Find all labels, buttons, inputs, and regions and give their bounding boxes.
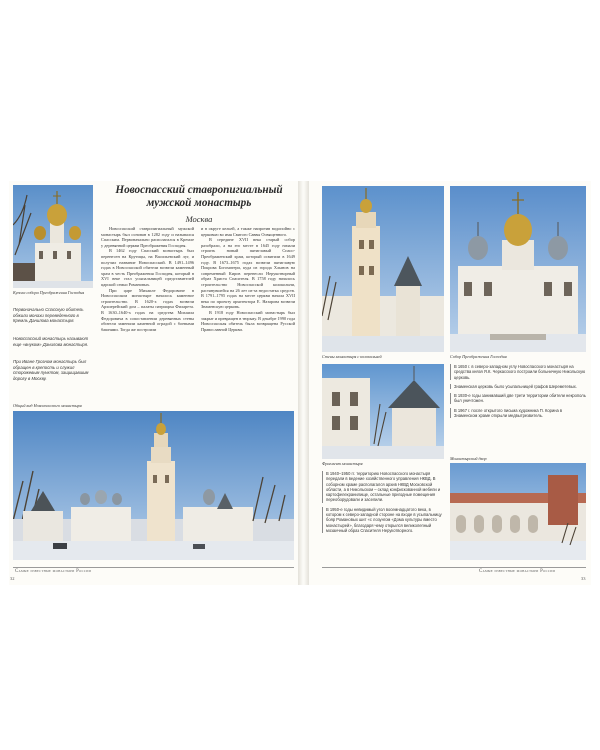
notes-right-column <box>450 364 586 422</box>
footer-rule <box>322 567 586 568</box>
note-item: Знаменская церковь было усыпальницей графов Шереметевых. <box>450 384 586 389</box>
page-number: 33 <box>581 576 586 581</box>
paragraph: В 1462 году Спасский монастырь был перенесен на Крутицы, на Васильевский луг, и получил название Новоспасский. В 1491–1496 годах в Новоспасской обители возвели каменный храм в честь Преображения Господня, который в XVI веке стал усыпальницей представителей царской семьи Романовых. <box>101 248 194 287</box>
side-note-1: Первоначально Спасскую обитель обжили монахи переведенного в Кремль Данилова монастыря. <box>13 307 84 324</box>
notes-bottom-column <box>322 471 446 537</box>
caption-bell-tower: Стены монастыря с колокольней <box>322 354 382 359</box>
note-item: В 1950-е годы невидимый угол восемнадцатого века, в котором к северо-западной стороне на входе в усыпальницу бояр Романовых шит «с лозунгом «Дома культуры вместо монастырей», благодаря чему открылся великолепный мозаичный образ Спасителя Нерукотворного. <box>322 507 446 533</box>
spine-gutter <box>298 181 309 585</box>
photo-cathedral-domes <box>13 185 93 288</box>
footer-rule <box>13 567 294 568</box>
page-subtitle-city: Москва <box>185 214 213 224</box>
photo-fragment <box>322 364 444 459</box>
photo-cathedral <box>450 186 586 352</box>
page-number: 32 <box>10 576 15 581</box>
page-title: Новоспасский ставропигиальный мужской монастырь <box>115 184 283 209</box>
right-page <box>309 181 591 585</box>
body-column-2 <box>201 226 295 404</box>
photo-courtyard <box>450 463 586 560</box>
paragraph: В 1918 году Новоспасский монастырь был закрыт и превращен в тюрьму. В декабре 1990 года Новоспасская обитель была возвращена Русской Православной Церкви. <box>201 309 295 332</box>
caption-domes: Купола собора Преображения Господня <box>13 290 85 295</box>
side-note-2: Новоспасский монастырь называют еще «внуком» Данилова монастыря. <box>13 336 89 347</box>
photo-bell-tower <box>322 186 444 352</box>
caption-cathedral: Собор Преображения Господня <box>450 354 507 359</box>
note-item: В 1930-е годы занимавший две трети территории обители некрополь был уничтожен. <box>450 393 586 404</box>
left-page <box>9 181 298 585</box>
paragraph: В середине XVII века старый собор разобрали, а на его месте в 1645 году начали строить новый пятиглавый Спасо-Преображенский храм, который освятили в 1649 году. В 1673–1675 годах возвели пятиглавую Покрова Богоматери, куда из города Хлынов на современный Киров перенесли Нерукотворный образ Христа Спасителя. В 1758 году началось строительство Новоспасской колокольни, растянувшейся на 26 лет из-за недостатка средств. В 1791–1795 годах на месте церкви начала XVII века по проекту архитектора Е. Назарова возвели Знаменскую церковь. <box>201 237 295 310</box>
note-item: В 1967 г. после открытого письма художника П. Корина в Знаменском храме открыли медвытрезвитель. <box>450 408 586 419</box>
note-item: В 1940–1950 гг. территорию Новоспасского монастыря передали в ведение хозяйственного управления НКВД. В соборном храме располагался архив НКВД Московской области, а в Никольском – склад конфискованной мебели и картофелехранилище, остальные пригодные помещения переоборудовали и заселили. <box>322 471 446 503</box>
caption-courtyard: Монастырский двор <box>450 456 487 461</box>
body-column-1 <box>101 226 194 404</box>
paragraph: При царе Михаиле Федоровиче в Новоспасском монастыре началось каменное строительство. В 1620-х годах возвели Архиерейский дом – палаты патриарха Филарета. В 1630–1640-х годах на средства Михаила Федоровича в сопоставлении деревянных стены обители заменили каменной оградой с боевыми башнями. Тогда же построили <box>101 287 194 332</box>
photo-monastery-general-view <box>13 411 294 560</box>
caption-fragment: Фрагмент монастыря <box>322 461 363 466</box>
footer-series-title: Самые известные монастыри России <box>15 569 92 574</box>
footer-series-title: Самые известные монастыри России <box>479 569 556 574</box>
paragraph: и в округе кельей, а также напротив водопойно с церковью во имя Святого Саввы Освященного. <box>201 226 295 237</box>
side-note-3: При Иване Грозном монастырь был обращен в крепость и служил сторожевым пунктом, защищавшим дорогу в Москву. <box>13 359 89 381</box>
paragraph: Новоспасский ставропигиальный мужской монастырь был основан в 1282 году и назывался Спасским. Первоначально располагался в Кремле у деревянной церкви Преображения Господня. <box>101 226 194 248</box>
note-item: В 1650 г. в северо-западном углу Новоспасского монастыря на средства князя Я.К. Черкасского построили больничную Никольскую церковь. <box>450 364 586 380</box>
caption-general-view: Общий вид Новоспасского монастыря <box>13 403 82 408</box>
